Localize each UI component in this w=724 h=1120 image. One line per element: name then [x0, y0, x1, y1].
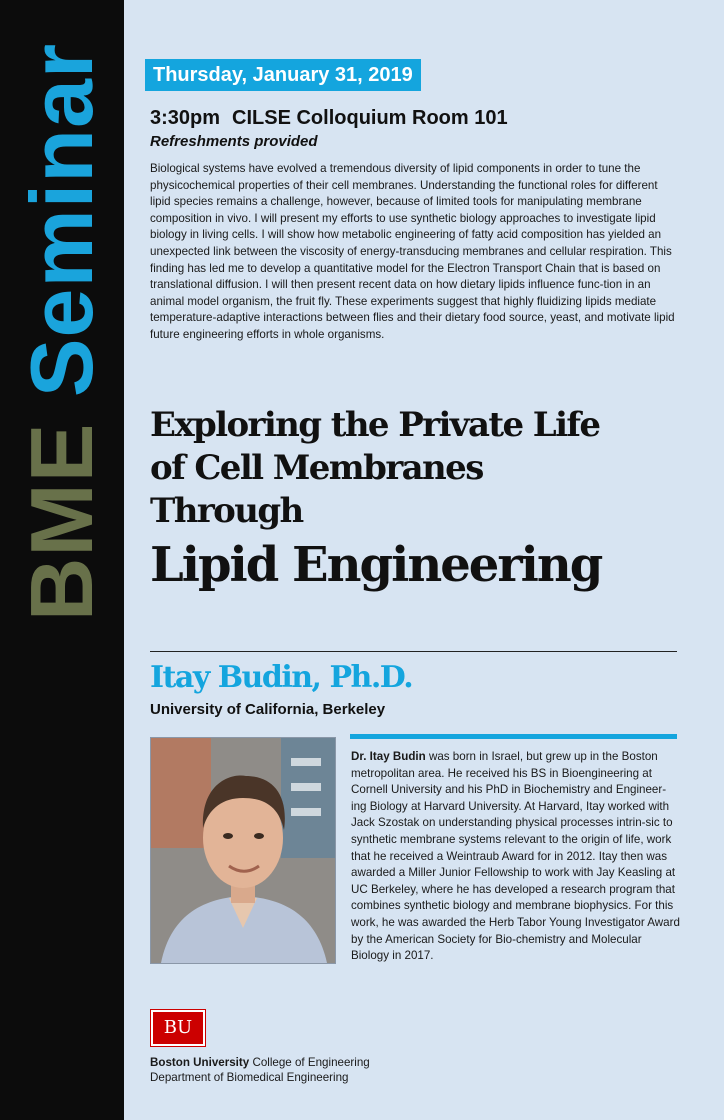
talk-title-line-1: Exploring the Private Life: [150, 405, 600, 445]
talk-title-line-3: Through: [150, 491, 303, 531]
boston-university-logo: BU: [151, 1010, 205, 1046]
talk-title-line-2: of Cell Membranes: [150, 448, 483, 488]
talk-abstract: Biological systems have evolved a tremendous diversity of lipid components in order to tune the physicochemical properties of their cell membranes. Understanding the functional roles for different lipid species remains a challenge, however, because of limited tools for manipulating membrane composition in vivo. I will present my efforts to use synthetic biology approaches to investigate lipid biology in living cells. I will show how metabolic engineering of fatty acid composition has yielded an unexpected link between the viscosity of energy-transducing membranes and cellular respiration. This finding has led me to develop a quantitative model for the Electron Transport Chain that is based on translational diffusion. I will then present recent data on how dietary lipids influence func-tion in an animal model organism, the fruit fly. These experiments suggest that highly fluidizing lipids mediate temperature-adaptive interactions between flies and their dietary food source, yeast, and motivate lipid future engineering efforts in whole organisms.: [150, 162, 675, 341]
speaker-bio-text: was born in Israel, but grew up in the Boston metropolitan area. He received his BS in Bioengineering at Cornell University and his PhD in Biochemistry and Engineer-ing Biology at Harvard University. At Harvard, Itay worked with Jack Szostak on understanding physical processes intrin-sic to synthetic membrane systems relevant to the origin of life, work that he received a Weintraub Award for in 2012. Itay then was awarded a Miller Junior Fellowship to work with Jay Keasling at UC Berkeley, where he has developed a research program that combines synthetic biology and membrane biophysics. For this work, he was awarded the Herb Tabor Young Investigator Award by the American Society for Bio-chemistry and Molecular Biology in 2017.: [351, 750, 680, 963]
speaker-bio: [351, 749, 681, 965]
refreshments-note: Refreshments provided: [150, 133, 318, 150]
speaker-affiliation: University of California, Berkeley: [150, 701, 386, 718]
event-date: Thursday, January 31, 2019: [145, 59, 421, 91]
footer-university: Boston University: [150, 1056, 250, 1069]
section-divider: [150, 651, 677, 652]
talk-title-line-4: Lipid Engineering: [150, 537, 602, 593]
speaker-portrait-illustration: [151, 738, 335, 963]
talk-title: [150, 404, 710, 597]
speaker-bio-name: Dr. Itay Budin: [351, 750, 426, 763]
bio-accent-rule: [350, 734, 677, 739]
footer-institution: [150, 1056, 370, 1069]
footer-department: Department of Biomedical Engineering: [150, 1071, 349, 1084]
event-time-location: [150, 107, 508, 130]
footer-college: College of Engineering: [249, 1056, 370, 1069]
series-word-seminar: Seminar: [12, 42, 111, 398]
event-location: CILSE Colloquium Room 101: [232, 107, 508, 129]
event-time: 3:30pm: [150, 107, 221, 129]
speaker-name: Itay Budin, Ph.D.: [150, 660, 413, 695]
sidebar: [0, 0, 124, 1120]
speaker-photo: [150, 737, 336, 964]
series-word-bme: BME: [12, 422, 111, 622]
seminar-series-title: [12, 42, 111, 622]
